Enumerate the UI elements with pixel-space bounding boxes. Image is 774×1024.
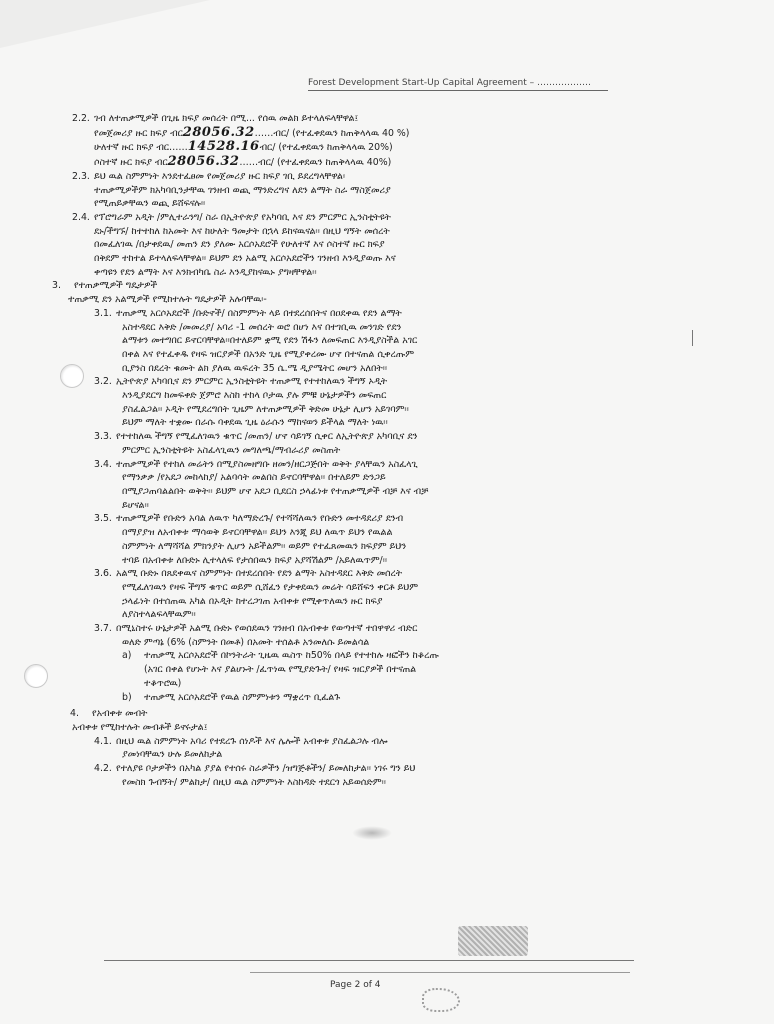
text-line: ተጠቃሚ ደን አልሚዎች የሚከተሉት ግዴታዎች አሉባቸዉ፡- bbox=[68, 294, 267, 306]
text-line: ወለድ ምጣኔ (6% (ስምንት በመቶ) በአመት ተሰልቶ አንመለሱ ይመልሳል bbox=[122, 636, 370, 648]
text-line: በቅደም ተከተል ይተላለፍላቸዋል፡፡ ይህም ደን አልሚ አርሶአደሮችን ገንዘብ እንዲያወጡ እና bbox=[94, 253, 396, 265]
clause-number: a) bbox=[122, 650, 132, 662]
clause-number: 2.3. bbox=[72, 170, 90, 182]
text-line: ይህም ማለት ተቋሙ በራሱ ባቀደዉ ጊዜ ዕራሱን ማከናወን ይችላል ማለት ነዉ፡፡ bbox=[122, 417, 388, 429]
text-line: ለያስተላልፍላቸዉም፡፡ bbox=[122, 609, 196, 621]
document-body bbox=[52, 112, 644, 789]
text-line: የሚፈለገዉን የዛፍ ችግኝ ቁጥር ወይም ሲሸፈን የታቀደዉን መሬት ሳይሸፍን ቀርቶ ይህም bbox=[122, 581, 418, 593]
section-heading: 4. የአብቀቱ መብት bbox=[70, 708, 148, 720]
text-line: 3.2. ኢትዮጵያ አካባቢና ደን ምርምር ኢንስቲትዩት ተጠቃሚ የተተከለዉን ችግኝ ኦዲት bbox=[94, 376, 388, 388]
footer-rule bbox=[104, 960, 634, 961]
text-line: በቀል እና የተፈቀዱ የዛፍ ዝርያዎች በአንድ ጊዜ የሚያቀረሙ ሆኖ በተናጠል ሲቀረጡም bbox=[122, 348, 414, 360]
punch-hole bbox=[24, 664, 48, 688]
text-line: ልማቱን መተግበር ይኖርባቸዋል፡፡በተለይም ቋሚ የደን ሽፋን ለመፍጠር እንዲያስችል አገር bbox=[122, 335, 418, 347]
text-line: የመስክ ጉብኝት/ ምልከታ/ በዚህ ዉል ስምምነት እስከዳድ ተደርጎ አይወሰድም፡፡ bbox=[122, 776, 386, 788]
clause-number: 3.4. bbox=[94, 458, 112, 470]
text-line: አብቀቱ የሚከተሉት መብቶች ይኖሩታል፤ bbox=[72, 721, 208, 733]
text-line: 4.2. የተለያዩ ቦታዎችን በአካል ያያል የተሰሩ ስራዎችን /ዝግጅቶችን/ ይመለከታል፡፡ ነገሩ ግን ይህ bbox=[94, 763, 416, 775]
clause-number: 2.2. bbox=[72, 113, 90, 124]
text-line: ተጠቃሚዎችም ክአካባቢንታቸዉ ገንዘብ ወጪ ማንድረግና ለደን ልማት ስራ ማስጀመሪያ bbox=[94, 184, 391, 196]
text-line: 3.5. ተጠቃሚዎች የቡድን አባል ለዉጥ ካለማድረጉ/ የተሻሻለዉን የቡድን መተዳደሪያ ደንብ bbox=[94, 513, 404, 525]
clause-number: 4.2. bbox=[94, 763, 112, 775]
clause-number: 3.5. bbox=[94, 513, 112, 525]
text-line: ቀጣዩን የደን ልማት እና እንክብካቤ ስራ እንዲያከናዉኑ ያግዛቸዋል፡፡ bbox=[94, 266, 317, 278]
text-line: የማንቃቃ /የአደጋ መከላከያ/ አልባሳት መልበስ ይኖርባቸዋል፡፡ በተለይም ድንጋይ bbox=[122, 472, 386, 484]
text-line: ኃላፊነት በተሰጠዉ አካል በኦዲት ከተረጋገጠ አብቀቱ የሚቀጥለዉን ዙር ክፍያ bbox=[122, 595, 383, 607]
text-line: የመጀመሪያ ዙር ክፍያ ብር28056.32……ብር/ (የተፈቀደዉን ከጠቅላላዉ 40 %) bbox=[94, 125, 410, 140]
text-line: a) ተጠቃሚ አርሶአደሮች በኮንትራት ጊዜዉ ዉስጥ ከ50% በላይ የተተከሉ ዛፎችን ከቆረጡ bbox=[122, 650, 439, 662]
text-line: ሶስተኛ ዙር ክፍያ ብር28056.32……ብር/ (የተፈቀደዉን ከጠቅላላዉ 40%) bbox=[94, 155, 392, 170]
page-header: Forest Development Start-Up Capital Agreement – ……………… bbox=[308, 78, 608, 91]
clause-number: 3.6. bbox=[94, 568, 112, 580]
text-line: b) ተጠቃሚ አርሶአደሮች የዉል ስምምነቱን ማቋረጥ ቢፈልጉ bbox=[122, 691, 341, 703]
clause-number: b) bbox=[122, 691, 132, 703]
signature bbox=[422, 988, 460, 1012]
text-line: ይሆናል፡፡ bbox=[122, 499, 149, 511]
text-line: 3.1. ተጠቃሚ አርሶአደሮች /ቡድኖች/ በስምምነት ላይ በተደረሰበትና በዐደቀዉ የደን ልማት bbox=[94, 307, 402, 319]
text-line: ተባይ በአብቀቱ ለቡድኑ ሊተላለፍ የታሰበዉን ክፍያ አያሻሽልም /አይለዉጥም/፡፡ bbox=[122, 554, 388, 566]
text-line: ያስፈልጋል፡፡ ኦዲት የሚደረግበት ጊዜም ለተጠቃሚዎች ቅድመ ሁኔታ ሊሆን አይገባም፡፡ bbox=[122, 403, 409, 415]
text-line: 4.1. በዚህ ዉል ስምምነት አባሪ የተደረጉ ሰነዶች እና ሌሎች አብቀቱ ያስፈልጋሉ ብሎ bbox=[94, 735, 388, 747]
clause-number: 3.1. bbox=[94, 307, 112, 319]
text-line: ምርምር ኢንስቲትዩት አስፈላጊዉን መግለጫ/ማብራሪያ መስጠት bbox=[122, 444, 341, 456]
clause-number: 3.7. bbox=[94, 623, 112, 635]
text-line: የሚጠይቃቸዉን ወጪ ይሸፍናሉ፡፡ bbox=[94, 198, 206, 210]
text-line: ሁለተኛ ዙር ክፍያ ብር……14528.16ብር/ (የተፈቀደዉን ከጠቅላላዉ 20%) bbox=[94, 140, 393, 155]
handwritten-amount: 14528.16 bbox=[187, 140, 260, 155]
page-number: Page 2 of 4 bbox=[330, 980, 381, 990]
section-heading: 3. የተጠቃሚዎች ግዴታዎች bbox=[52, 280, 158, 292]
clause-number: 3.3. bbox=[94, 431, 112, 443]
clause-number: 3.2. bbox=[94, 376, 112, 388]
text-line: ስምምነት ለማሻሻል ምክንያት ሊሆን አይችልም፡፡ ወይም የተፈጸመዉን ክፍያም ይህን bbox=[122, 540, 407, 552]
text-line: 3.6. አልሚ ቡድኑ በጸደቀዉና ስምምነት በተደረሰበት የደን ልማት አስተዳደር እቅድ መሰረት bbox=[94, 568, 403, 580]
text-line: ደኑ/ችግኙ/ ከተተከለ ከአመት እና ከሁለት ዓመታት በኋላ ይከናዉናል፡፡ በዚህ ግኝት መሰረት bbox=[94, 225, 390, 237]
footer-rule bbox=[250, 972, 630, 973]
text-line: አስተዳደር እቅድ /መመሪያ/ አባሪ -1 መሰረት ወሮ በሆነ እና በተገቢዉ መንገድ የደን bbox=[122, 321, 402, 333]
text-line: በማያያዝ ለአብቀቱ ማሳወቅ ይኖርባቸዋል፡፡ ይህን እንጂ ይህ ለዉጥ ይህን የዉልል bbox=[122, 527, 393, 539]
handwritten-amount: 28056.32 bbox=[182, 125, 255, 140]
smudge bbox=[352, 826, 392, 840]
text-line: 3.3. የተተከለዉ ችግኝ የሚፈለገዉን ቁጥር /መጠን/ ሆኖ ሳይገኝ ሲቀር ለኢትዮጵያ አካባቢና ደን bbox=[94, 431, 418, 443]
text-line: 3.7. በሚኒስተሩ ሁኔታዎች አልሚ ቡድኑ የወሰደዉን ገንዘብ በአብቀቱ የወጣተኛ ተበዋዋሪ ብድር bbox=[94, 623, 418, 635]
clause-number: 4.1. bbox=[94, 735, 112, 747]
text-line: ተቆጥሮዉ) bbox=[144, 677, 182, 689]
text-line: ቢያንስ በደረት ቁመት ልክ ያለዉ ዉፍረት 35 ሴ.ሜ ዲያሜትር መሆን አለበት፡፡ bbox=[122, 362, 388, 374]
text-line: 2.4. የፕሮግራም አዲት /ምሊተራንግ/ ስራ በኢትዮጵያ የአካባቢ እና ደን ምርምር ኢንስቲትዩት bbox=[72, 211, 391, 223]
stamp bbox=[458, 926, 528, 956]
folded-corner bbox=[0, 0, 210, 48]
handwritten-amount: 28056.32 bbox=[167, 155, 240, 170]
text-line: በመፈለገዉ /በታቀደዉ/ መጠን ደን ያለሙ አርሶአደሮች የሁለተኛ እና ሶስተኛ ዙር ክፍያ bbox=[94, 239, 385, 251]
text-line: 2.2. ገብ ለተጠቃሚዎች በጊዜ ክፍያ መሰረት በሚ... የሰዉ መልክ ይተላለፍላቸዋል፤ bbox=[72, 113, 359, 124]
text-line: (አገር በቀል የሆኑት እና ያልሆኑት /ፈጥነዉ የሚያድጉት/ የዛፍ ዝርያዎች በተናጠል bbox=[144, 664, 417, 676]
text-line: 2.3. ይህ ዉል ስምምነት እንደተፈፀመ የመጀመሪያ ዙር ክፍያ ገቢ ይደረግላቸዋል፡ bbox=[72, 170, 346, 182]
text-line: 3.4. ተጠቃሚዎች የተከለ መሬትን በሚያስመዘግቡ ዘመን/ዘርጋጅበት ወቅት ያላቸዉን አስፈላጊ bbox=[94, 458, 418, 470]
text-line: እንዲያደርግ ከመፍቀድ ጀምሮ እስከ ተከላ ቦታዉ ያሉ ምቹ ሁኔታዎችን መፍጠር bbox=[122, 390, 387, 402]
clause-number: 2.4. bbox=[72, 211, 90, 223]
text-line: ያመነባቸዉን ሁሉ ይመለከታል bbox=[122, 749, 223, 761]
margin-mark bbox=[692, 330, 693, 346]
text-line: በሚያጋጠባልልበት ወቅት፡፡ ይህም ሆኖ አደጋ ቢደርስ ኃላፊነቱ የተጠቃሚዎች ብቻ እና ብቻ bbox=[122, 485, 429, 497]
